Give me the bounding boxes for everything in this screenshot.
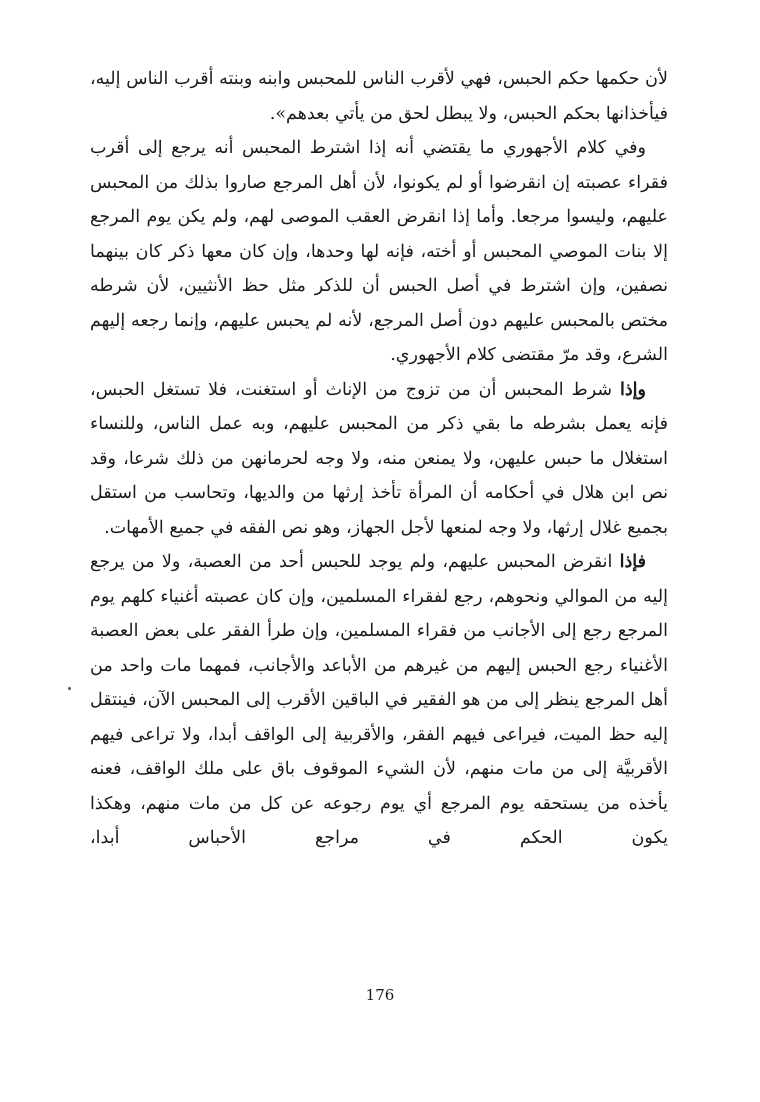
- paragraph-2: [90, 131, 668, 373]
- page-number: 176: [365, 986, 395, 1004]
- paragraph-text: انقرض المحبس عليهم، ولم يوجد للحبس أحد من العصبة، ولا من يرجع إليه من الموالي ونحوهم، رجع لفقراء المسلمين، وإن كان عصبته أغنياء كلهم يوم المرجع رجع إلى الأجانب من فقراء المسلمين، وإن طرأ الفقر على بعض العصبة الأغنياء رجع الحبس إليهم من غيرهم من الأباعد والأجانب، فمهما مات واحد من أهل المرجع ينظر إلى من هو الفقير في الباقين الأقرب إلى المحبس الآن، فينتقل إليه حظ الميت، فيراعى فيهم الفقر، والأقربية إلى الواقف أبدا، ولا تراعى فيهم الأقربيَّة إلى من مات منهم، لأن الشيء الموقوف باق على ملك الواقف، فعنه يأخذه من يستحقه يوم المرجع أي يوم رجوعه عن كل من مات منهم، وهكذا يكون الحكم في مراجع الأحباس أبدا،: [90, 552, 668, 848]
- paragraph-lead: وإذا: [620, 379, 646, 400]
- body-text: [90, 62, 668, 856]
- scan-speck: [68, 687, 71, 690]
- paragraph-text: وفي كلام الأجهوري ما يقتضي أنه إذا اشترط المحبس أنه يرجع إلى أقرب فقراء عصبته إن انقرضوا أو لم يكونوا، لأن أهل المرجع صاروا بذلك من المحبس عليهم، وليسوا مرجعا. وأما إذا انقرض العقب الموصى لهم، ولم يكن يوم المرجع إلا بنات الموصي المحبس أو أخته، فإنه لها وحدها، وإن كان معها ذكر كان بينهما نصفين، وإن اشترط في أصل الحبس أن للذكر مثل حظ الأنثيين، لأن شرطه مختص بالمحبس عليهم دون أصل المرجع، لأنه لم يحبس عليهم، وإنما رجعه إليهم الشرع، وقد مرّ مقتضى كلام الأجهوري.: [90, 138, 668, 365]
- paragraph-4: [90, 545, 668, 856]
- paragraph-text: شرط المحبس أن من تزوج من الإناث أو استغنت، فلا تستغل الحبس، فإنه يعمل بشرطه ما بقي ذكر من المحبس عليهم، وبه عمل الناس، وللنساء استغلال ما حبس عليهن، ولا يمنعن منه، ولا وجه لحرمانهن من ذلك شرعا، وقد نص ابن هلال في أحكامه أن المرأة تأخذ إرثها من والديها، وتحاسب من استقل بجميع غلال إرثها، ولا وجه لمنعها لأجل الجهاز، وهو نص الفقه في جميع الأمهات.: [90, 379, 668, 538]
- paragraph-lead: فإذا: [619, 552, 646, 572]
- paragraph-text: لأن حكمها حكم الحبس، فهي لأقرب الناس للمحبس وابنه وبنته أقرب الناس إليه، فيأخذانها بحكم الحبس، ولا يبطل لحق من يأتي بعدهم».: [90, 69, 668, 124]
- paragraph-1: [90, 62, 668, 131]
- paragraph-3: [90, 373, 668, 546]
